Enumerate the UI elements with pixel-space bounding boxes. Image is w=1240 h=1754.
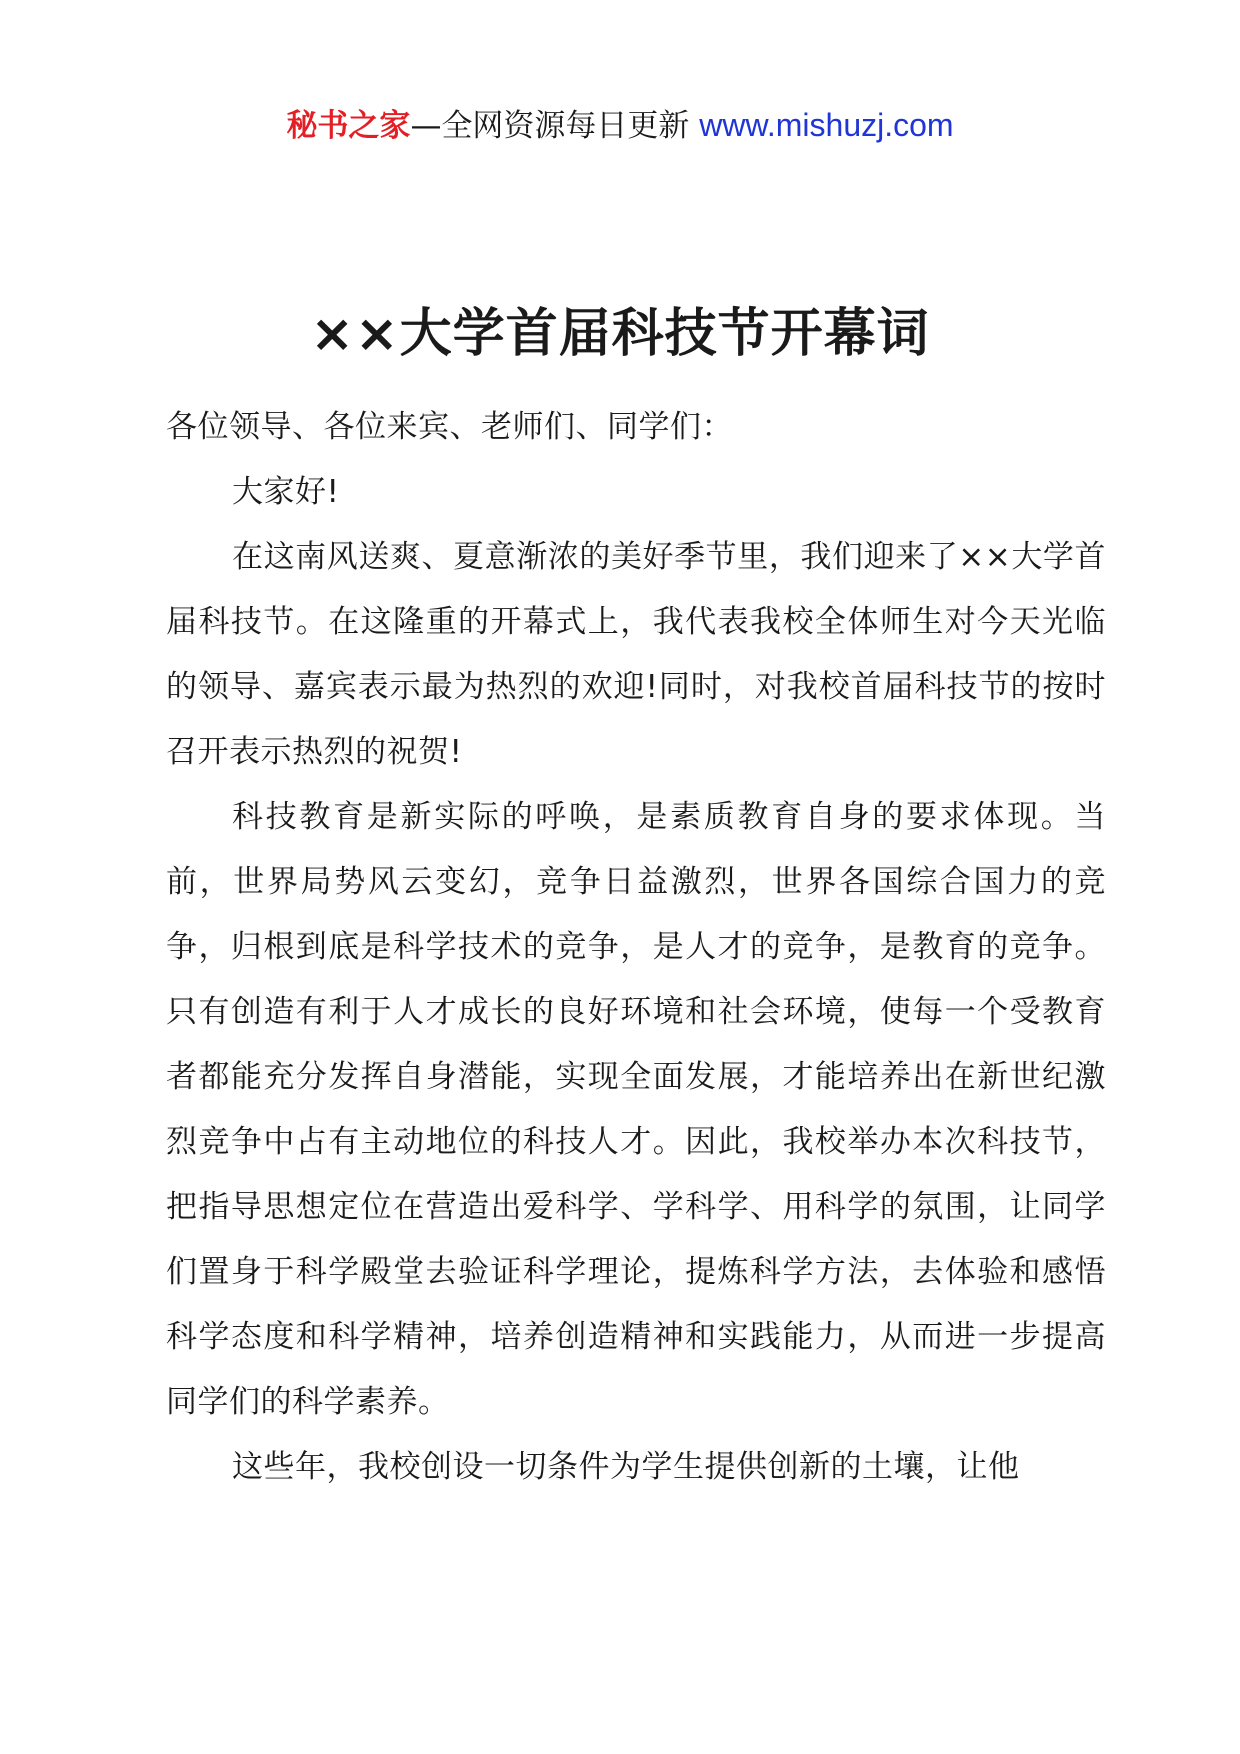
site-url-link[interactable]: www.mishuzj.com: [699, 107, 954, 143]
paragraph: 在这南风送爽、夏意渐浓的美好季节里，我们迎来了××大学首届科技节。在这隆重的开幕式上，我代表我校全体师生对今天光临的领导、嘉宾表示最为热烈的欢迎!同时，对我校首届科技节的按时召开表示热烈的祝贺!: [166, 539, 1106, 770]
salutation: 各位领导、各位来宾、老师们、同学们：: [166, 409, 733, 445]
document-body: [166, 395, 1106, 1500]
paragraph: 科技教育是新实际的呼唤，是素质教育自身的要求体现。当前，世界局势风云变幻，竞争日益激烈，世界各国综合国力的竞争，归根到底是科学技术的竞争，是人才的竞争，是教育的竞争。只有创造有利于人才成长的良好环境和社会环境，使每一个受教育者都能充分发挥自身潜能，实现全面发展，才能培养出在新世纪激烈竞争中占有主动地位的科技人才。因此，我校举办本次科技节，把指导思想定位在营造出爱科学、学科学、用科学的氛围，让同学们置身于科学殿堂去验证科学理论，提炼科学方法，去体验和感悟科学态度和科学精神，培养创造精神和实践能力，从而进一步提高同学们的科学素养。: [166, 799, 1106, 1420]
header-tagline: —全网资源每日更新: [410, 108, 700, 144]
paragraph: 这些年，我校创设一切条件为学生提供创新的土壤，让他: [232, 1449, 1020, 1485]
greeting: 大家好!: [232, 474, 340, 510]
document-title: ××大学首届科技节开幕词: [310, 304, 930, 364]
site-header: [0, 98, 1240, 153]
brand-name: 秘书之家: [286, 108, 411, 144]
